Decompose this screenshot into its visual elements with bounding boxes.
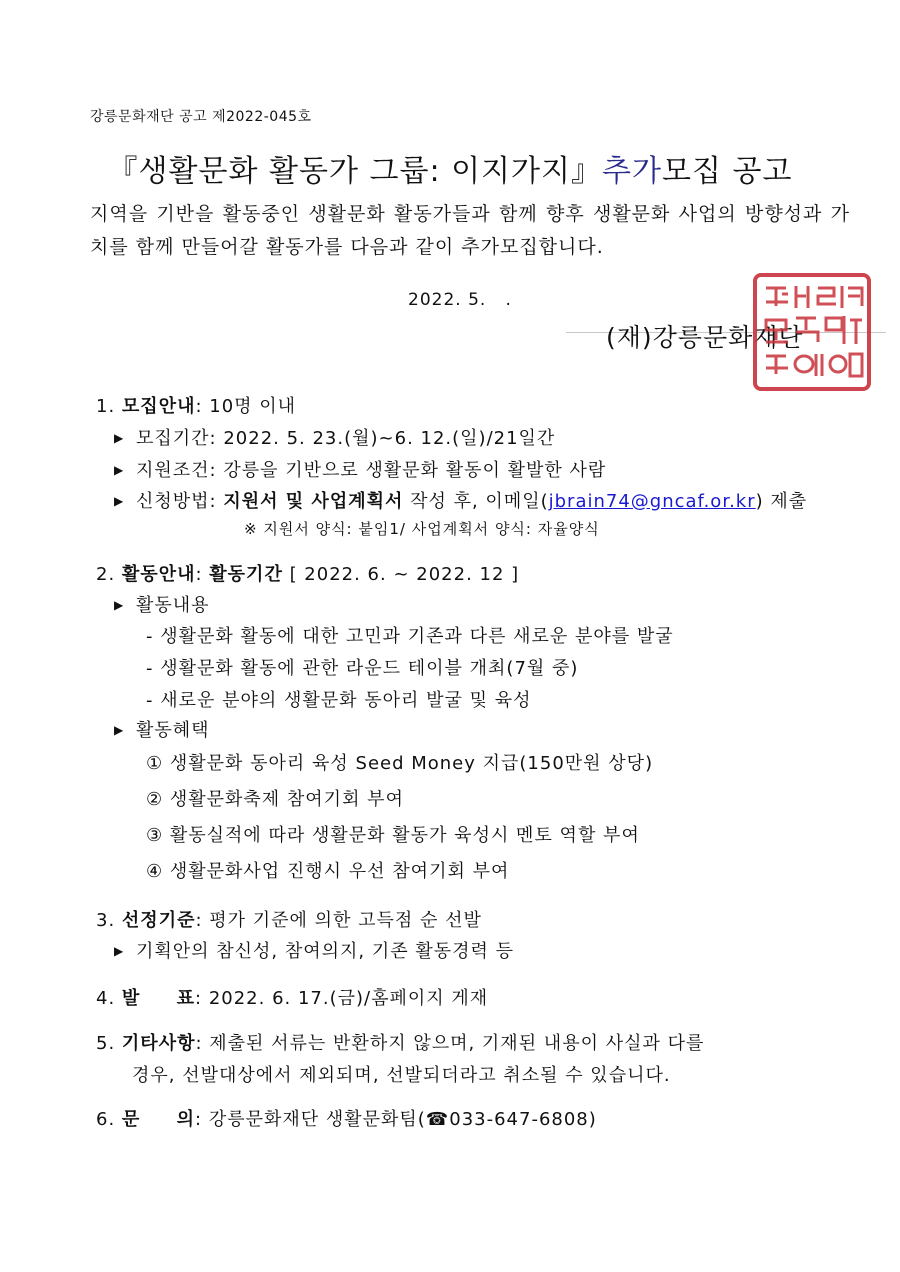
- section-other-continued: 경우, 선발대상에서 제외되며, 선발되더라고 취소될 수 있습니다.: [132, 1065, 671, 1086]
- triangle-bullet-icon: ▶: [114, 463, 125, 477]
- triangle-bullet-icon: ▶: [114, 598, 125, 612]
- apply-mid: 작성 후, 이메일(: [403, 491, 549, 512]
- notice-number: 강릉문화재단 공고 제2022-045호: [90, 109, 312, 125]
- list-item: - 생활문화 활동에 관한 라운드 테이블 개최(7월 중): [146, 658, 579, 679]
- section-label: 기타사항: [121, 1033, 196, 1054]
- selection-detail-text: 기획안의 참신성, 참여의지, 기존 활동경력 등: [136, 941, 515, 962]
- title-accent: 추가: [602, 154, 662, 189]
- section-label: 모집안내: [121, 396, 196, 417]
- email-link[interactable]: jbrain74@gncaf.or.kr: [548, 491, 756, 512]
- recruitment-period-text: 모집기간: 2022. 5. 23.(월)~6. 12.(일)/21일간: [136, 428, 556, 449]
- apply-suffix: ) 제출: [755, 491, 808, 512]
- section-activity: [96, 560, 519, 586]
- section-selection: [96, 906, 482, 932]
- section-number: 1.: [96, 396, 116, 417]
- activity-benefit-label: 활동혜택: [136, 720, 210, 741]
- section-label: 선정기준: [121, 910, 196, 931]
- triangle-bullet-icon: ▶: [114, 944, 125, 958]
- section-number: 2.: [96, 564, 116, 585]
- section-value: : 강릉문화재단 생활문화팀(☎033-647-6808): [195, 1109, 597, 1130]
- selection-detail: [114, 937, 514, 963]
- section-label: 활동안내: [121, 564, 196, 585]
- eligibility: [114, 456, 606, 482]
- page-title: [0, 146, 900, 190]
- benefit-item: ③ 활동실적에 따라 생활문화 활동가 육성시 멘토 역할 부여: [146, 825, 640, 846]
- intro-paragraph: 지역을 기반을 활동중인 생활문화 활동가들과 함께 향후 생활문화 사업의 방향성과 가치를 함께 만들어갈 활동가를 다음과 같이 추가모집합니다.: [90, 203, 850, 258]
- section-inquiry: [96, 1105, 597, 1131]
- activity-benefit-title: [114, 716, 210, 742]
- eligibility-text: 지원조건: 강릉을 기반으로 생활문화 활동이 활발한 사람: [136, 460, 607, 481]
- section-number: 3.: [96, 910, 116, 931]
- section-value: : 10명 이내: [195, 396, 297, 417]
- triangle-bullet-icon: ▶: [114, 431, 125, 445]
- notice-date: 2022. 5. .: [408, 290, 512, 310]
- application-method: [114, 487, 807, 513]
- list-item: - 새로운 분야의 생활문화 동아리 발굴 및 육성: [146, 690, 532, 711]
- section-number: 6.: [96, 1109, 116, 1130]
- triangle-bullet-icon: ▶: [114, 723, 125, 737]
- section-recruitment: [96, 392, 296, 418]
- activity-period-label: 활동기간: [209, 564, 283, 585]
- activity-content-label: 활동내용: [136, 595, 210, 616]
- section-other: [96, 1029, 704, 1055]
- apply-prefix: 신청방법:: [136, 491, 224, 512]
- section-value: : 2022. 6. 17.(금)/홈페이지 게재: [195, 988, 489, 1009]
- section-separator: :: [195, 564, 210, 585]
- section-announcement: [96, 984, 488, 1010]
- benefit-item: ① 생활문화 동아리 육성 Seed Money 지급(150만원 상당): [146, 753, 654, 774]
- benefit-item: ④ 생활문화사업 진행시 우선 참여기회 부여: [146, 861, 510, 882]
- organization-name: (재)강릉문화재단: [606, 323, 804, 352]
- triangle-bullet-icon: ▶: [114, 494, 125, 508]
- section-label: 문 의: [121, 1109, 196, 1130]
- title-main: 『생활문화 활동가 그룹: 이지가지』: [107, 154, 603, 189]
- section-label: 발 표: [121, 988, 196, 1009]
- list-item: - 생활문화 활동에 대한 고민과 기존과 다른 새로운 분야를 발굴: [146, 626, 674, 647]
- title-end: 모집 공고: [661, 154, 793, 189]
- apply-documents: 지원서 및 사업계획서: [223, 491, 404, 512]
- section-value: : 제출된 서류는 반환하지 않으며, 기재된 내용이 사실과 다를: [195, 1033, 705, 1054]
- activity-content-title: [114, 591, 210, 617]
- section-value: : 평가 기준에 의한 고득점 순 선발: [195, 910, 482, 931]
- recruitment-period: [114, 424, 555, 450]
- official-seal: [752, 272, 872, 392]
- benefit-item: ② 생활문화축제 참여기회 부여: [146, 789, 404, 810]
- activity-period-value: [ 2022. 6. ~ 2022. 12 ]: [282, 564, 520, 585]
- section-number: 4.: [96, 988, 116, 1009]
- form-note: ※ 지원서 양식: 붙임1/ 사업계획서 양식: 자율양식: [244, 520, 600, 538]
- section-number: 5.: [96, 1033, 116, 1054]
